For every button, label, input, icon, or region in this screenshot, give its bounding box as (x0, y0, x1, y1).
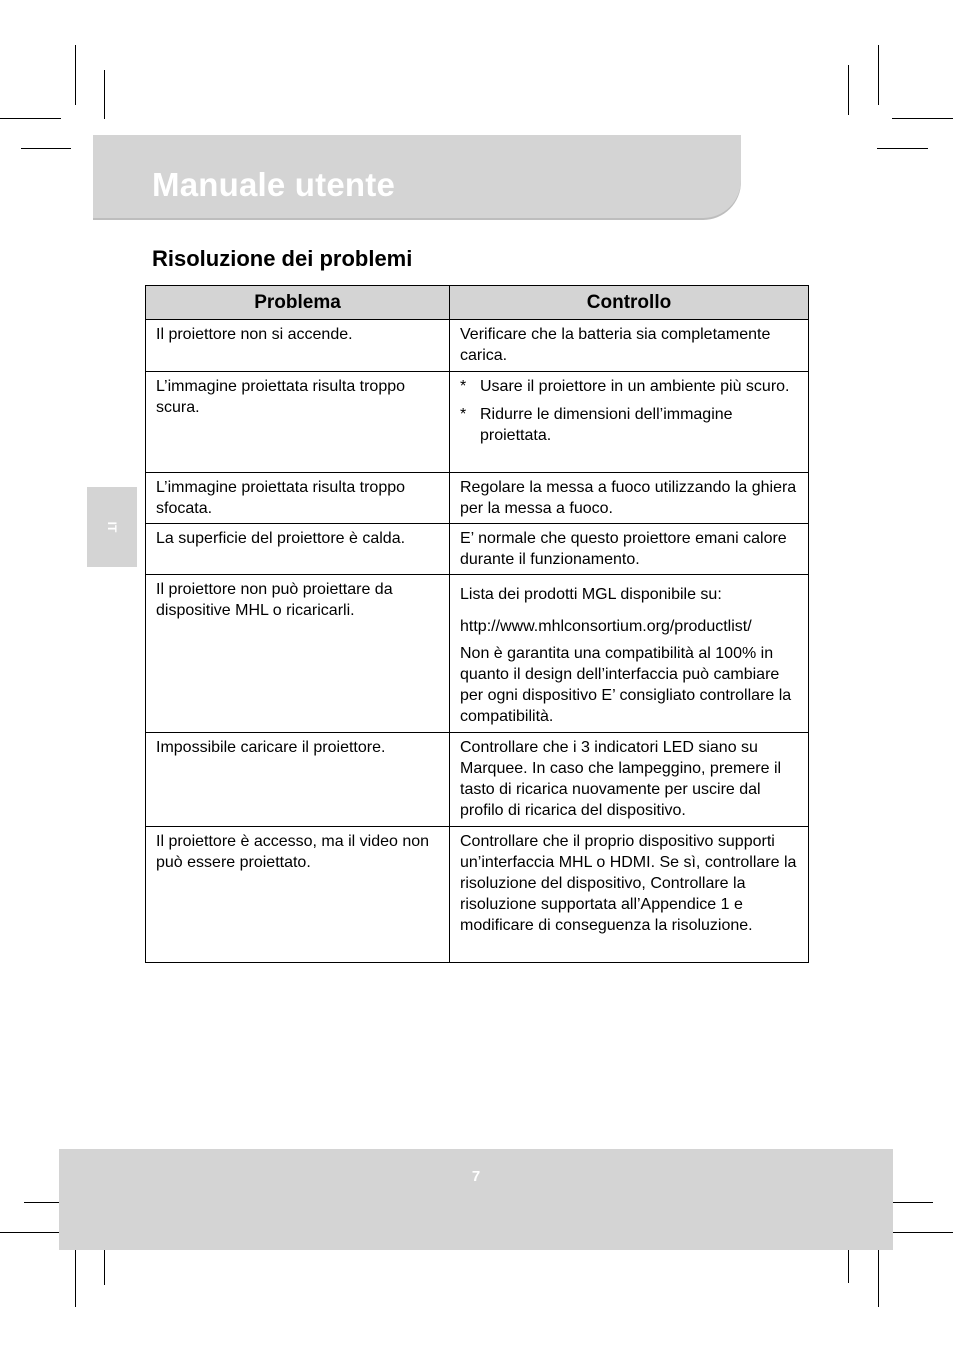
column-header-check: Controllo (450, 286, 809, 320)
check-cell: Regolare la messa a fuoco utilizzando la ghiera per la messa a fuoco. (450, 473, 809, 524)
problem-cell: Impossibile caricare il proiettore. (146, 733, 450, 827)
column-header-problem: Problema (146, 286, 450, 320)
crop-mark (0, 1232, 61, 1233)
table-header-row (146, 286, 809, 320)
page-number: 7 (471, 1168, 481, 1185)
language-tab (87, 487, 137, 567)
section-title: Risoluzione dei problemi (152, 246, 413, 271)
problem-cell: Il proiettore non può proiettare da dispositive MHL o ricaricarli. (146, 575, 450, 733)
check-cell (450, 372, 809, 473)
language-tab-label: IT (105, 521, 119, 533)
problem-cell: Il proiettore non si accende. (146, 320, 450, 372)
bullet-text: Ridurre le dimensioni dell’immagine proiettata. (480, 406, 733, 444)
crop-mark (848, 65, 849, 115)
crop-mark (104, 70, 105, 119)
crop-mark (75, 1245, 76, 1307)
table-row (146, 575, 809, 733)
check-paragraph: Lista dei prodotti MGL disponibile su: (460, 586, 722, 603)
problem-cell: L’immagine proiettata risulta troppo scura. (146, 372, 450, 473)
crop-mark (21, 148, 71, 149)
problem-cell: L’immagine proiettata risulta troppo sfocata. (146, 473, 450, 524)
product-list-url: http://www.mhlconsortium.org/productlist/ (460, 618, 752, 635)
table-row (146, 733, 809, 827)
check-cell: Controllare che i 3 indicatori LED siano su Marquee. In caso che lampeggino, premere il tasto di ricarica nuovamente per uscire dal profilo di ricarica del dispositivo. (450, 733, 809, 827)
bullet-marker: * (460, 378, 467, 395)
crop-mark (892, 1232, 953, 1233)
table-row (146, 473, 809, 524)
check-paragraph: Non è garantita una compatibilità al 100% in quanto il design dell’interfaccia può cambiare per ogni dispositivo E’ consigliato controllare la compatibilità. (460, 645, 792, 725)
crop-mark (878, 45, 879, 105)
problem-cell: Il proiettore è accesso, ma il video non può essere proiettato. (146, 827, 450, 963)
bullet-marker: * (460, 406, 467, 423)
check-cell (450, 575, 809, 733)
bullet-item (460, 376, 799, 397)
bullet-item (460, 404, 799, 446)
problem-cell: La superficie del proiettore è calda. (146, 524, 450, 575)
crop-mark (892, 118, 953, 119)
table-row (146, 372, 809, 473)
table-row (146, 827, 809, 963)
footer-band (59, 1149, 893, 1250)
check-cell: Verificare che la batteria sia completamente carica. (450, 320, 809, 372)
check-cell: E’ normale che questo proiettore emani calore durante il funzionamento. (450, 524, 809, 575)
crop-mark (0, 118, 61, 119)
crop-mark (877, 148, 928, 149)
crop-mark (878, 1245, 879, 1307)
check-cell: Controllare che il proprio dispositivo supporti un’interfaccia MHL o HDMI. Se sì, controllare la risoluzione del dispositivo, Controllare la risoluzione supportata all’Appendice 1 e modificare di conseguenza la risoluzione. (450, 827, 809, 963)
bullet-text: Usare il proiettore in un ambiente più scuro. (480, 378, 790, 395)
table-row (146, 524, 809, 575)
troubleshooting-table (145, 285, 809, 963)
page-title: Manuale utente (152, 166, 396, 203)
crop-mark (75, 45, 76, 105)
table-row (146, 320, 809, 372)
